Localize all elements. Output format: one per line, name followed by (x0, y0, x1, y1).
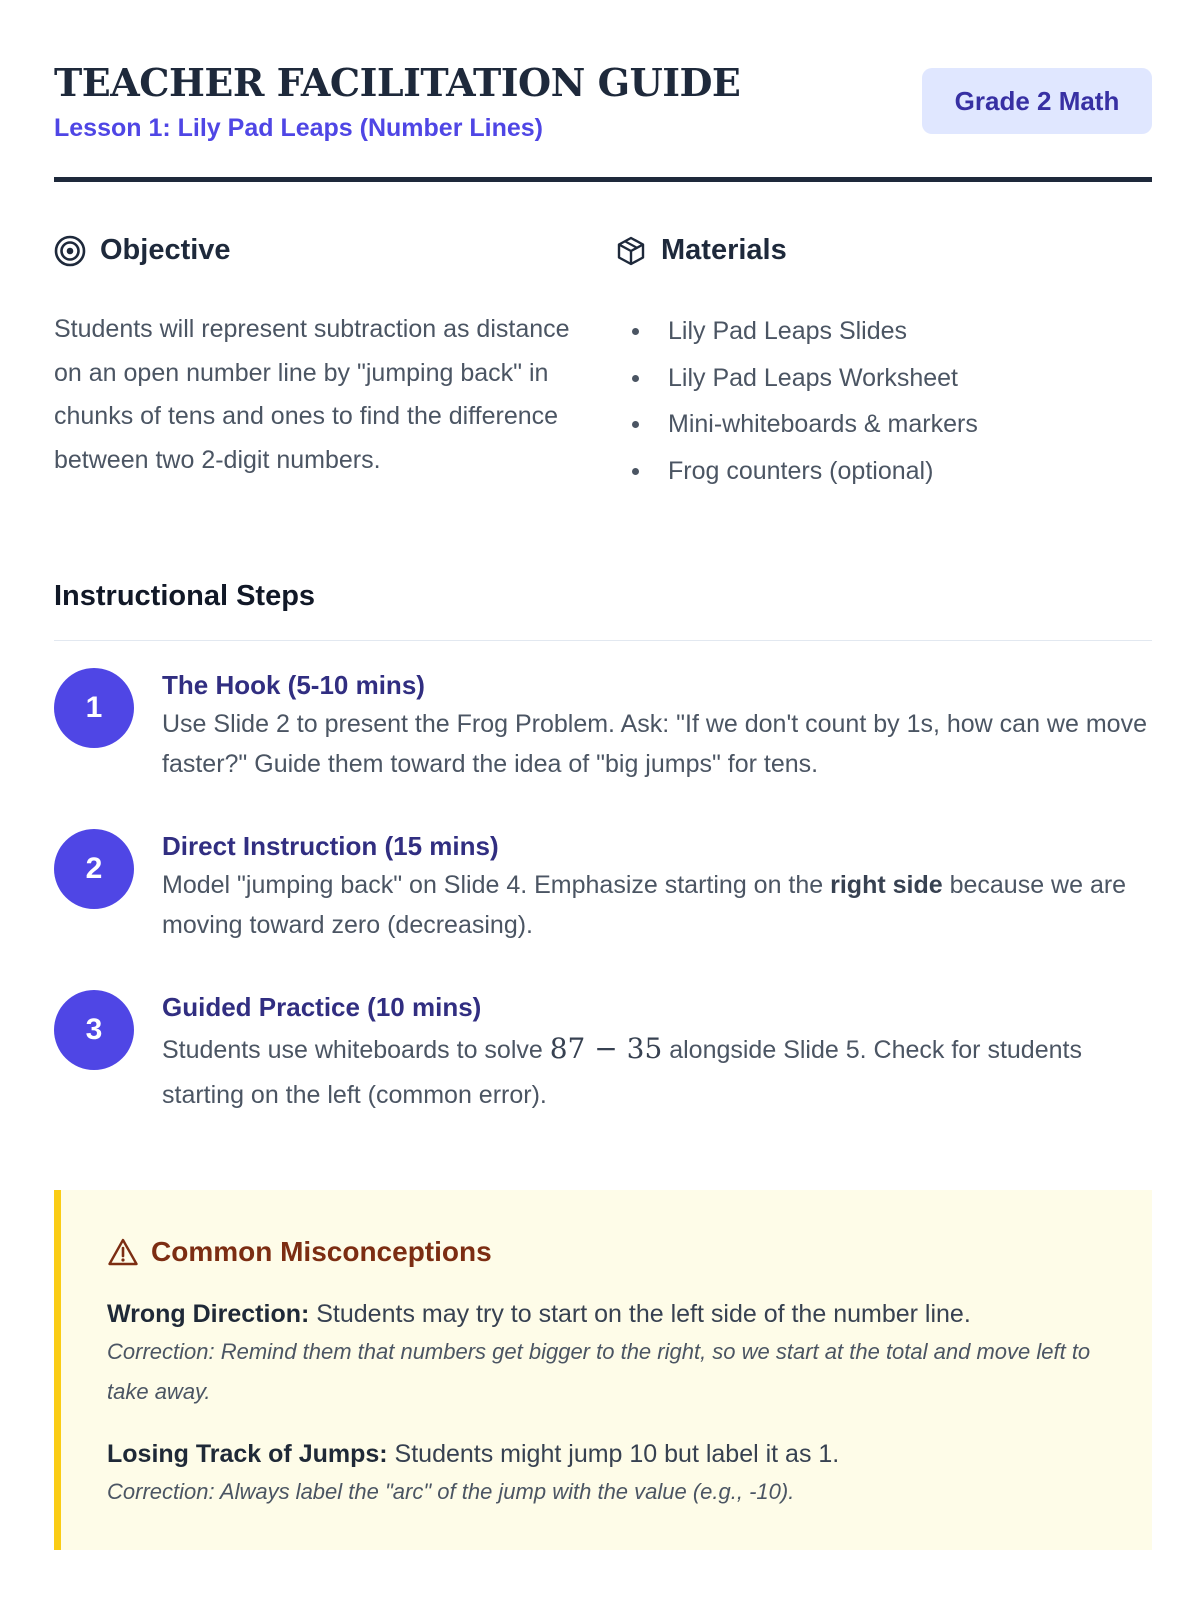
misconception-correction: Correction: Remind them that numbers get bigger to the right, so we start at the total and move left to take away. (107, 1339, 1091, 1404)
grade-badge: Grade 2 Math (922, 68, 1152, 134)
step-text-part: Model "jumping back" on Slide 4. Emphasize starting on the (162, 871, 831, 899)
step-text-part: because we are moving toward zero (decreasing). (162, 871, 1127, 939)
misconception-term: Losing Track of Jumps: (107, 1440, 388, 1468)
step-title: Direct Instruction (15 mins) (162, 831, 499, 861)
lesson-subtitle: Lesson 1: Lily Pad Leaps (Number Lines) (54, 114, 544, 142)
step-number-badge: 3 (54, 990, 134, 1070)
misconceptions-callout (54, 1190, 1152, 1550)
misconception-item (107, 1296, 1117, 1412)
misconceptions-heading-label: Common Misconceptions (151, 1236, 492, 1267)
step-text-part: Students use whiteboards to solve (162, 1036, 550, 1064)
list-item (630, 401, 1150, 448)
step-text-emphasis: right side (830, 871, 943, 899)
list-item (630, 448, 1150, 495)
page-title: TEACHER FACILITATION GUIDE (54, 60, 741, 105)
step-text (162, 865, 1152, 945)
material-label: Frog counters (optional) (668, 456, 934, 485)
divider (54, 640, 1152, 641)
materials-list (630, 308, 1150, 494)
material-label: Lily Pad Leaps Slides (668, 317, 908, 345)
step-body (162, 990, 1152, 1118)
step-title: The Hook (5-10 mins) (162, 670, 425, 700)
list-item (630, 355, 1150, 402)
step-text-part: alongside Slide 5. Check for students starting on the left (common error). (162, 1036, 1082, 1109)
page-header (54, 60, 1152, 182)
bullet-icon (632, 375, 639, 382)
target-icon (54, 235, 86, 267)
step-text (162, 1026, 1152, 1118)
bullet-icon (632, 421, 639, 428)
bullet-icon (632, 468, 639, 475)
step-number-badge: 2 (54, 829, 134, 909)
step-text: Use Slide 2 to present the Frog Problem. Ask: "If we don't count by 1s, how can we move faster?" Guide them toward the idea of "big jumps" for tens. (162, 710, 1147, 778)
misconception-text: Students may try to start on the left side of the number line. (309, 1300, 971, 1328)
step-number-badge: 1 (54, 668, 134, 748)
objective-heading (54, 234, 231, 267)
list-item (630, 308, 1150, 355)
misconception-term: Wrong Direction: (107, 1300, 310, 1328)
material-label: Mini-whiteboards & markers (668, 410, 978, 438)
misconception-statement (107, 1436, 1117, 1472)
material-label: Lily Pad Leaps Worksheet (668, 363, 958, 392)
misconception-item (107, 1436, 1117, 1512)
steps-heading: Instructional Steps (54, 580, 316, 612)
misconception-statement (107, 1296, 1117, 1332)
box-icon (615, 235, 647, 267)
misconception-text: Students might jump 10 but label it as 1. (387, 1440, 840, 1468)
misconceptions-heading (107, 1236, 492, 1268)
step-title: Guided Practice (10 mins) (162, 992, 482, 1022)
bullet-icon (632, 328, 639, 335)
materials-heading (615, 234, 787, 267)
misconception-correction: Correction: Always label the "arc" of the jump with the value (e.g., -10). (107, 1479, 795, 1504)
objective-text: Students will represent subtraction as distance on an open number line by "jumping back" in chunks of tens and ones to find the difference between two 2-digit numbers. (54, 315, 570, 474)
step-body (162, 829, 1152, 945)
objective-heading-label: Objective (100, 234, 231, 266)
step-body (162, 668, 1152, 784)
warning-triangle-icon (107, 1237, 139, 1267)
materials-heading-label: Materials (661, 234, 787, 266)
math-expression: 87 − 35 (549, 1032, 663, 1065)
